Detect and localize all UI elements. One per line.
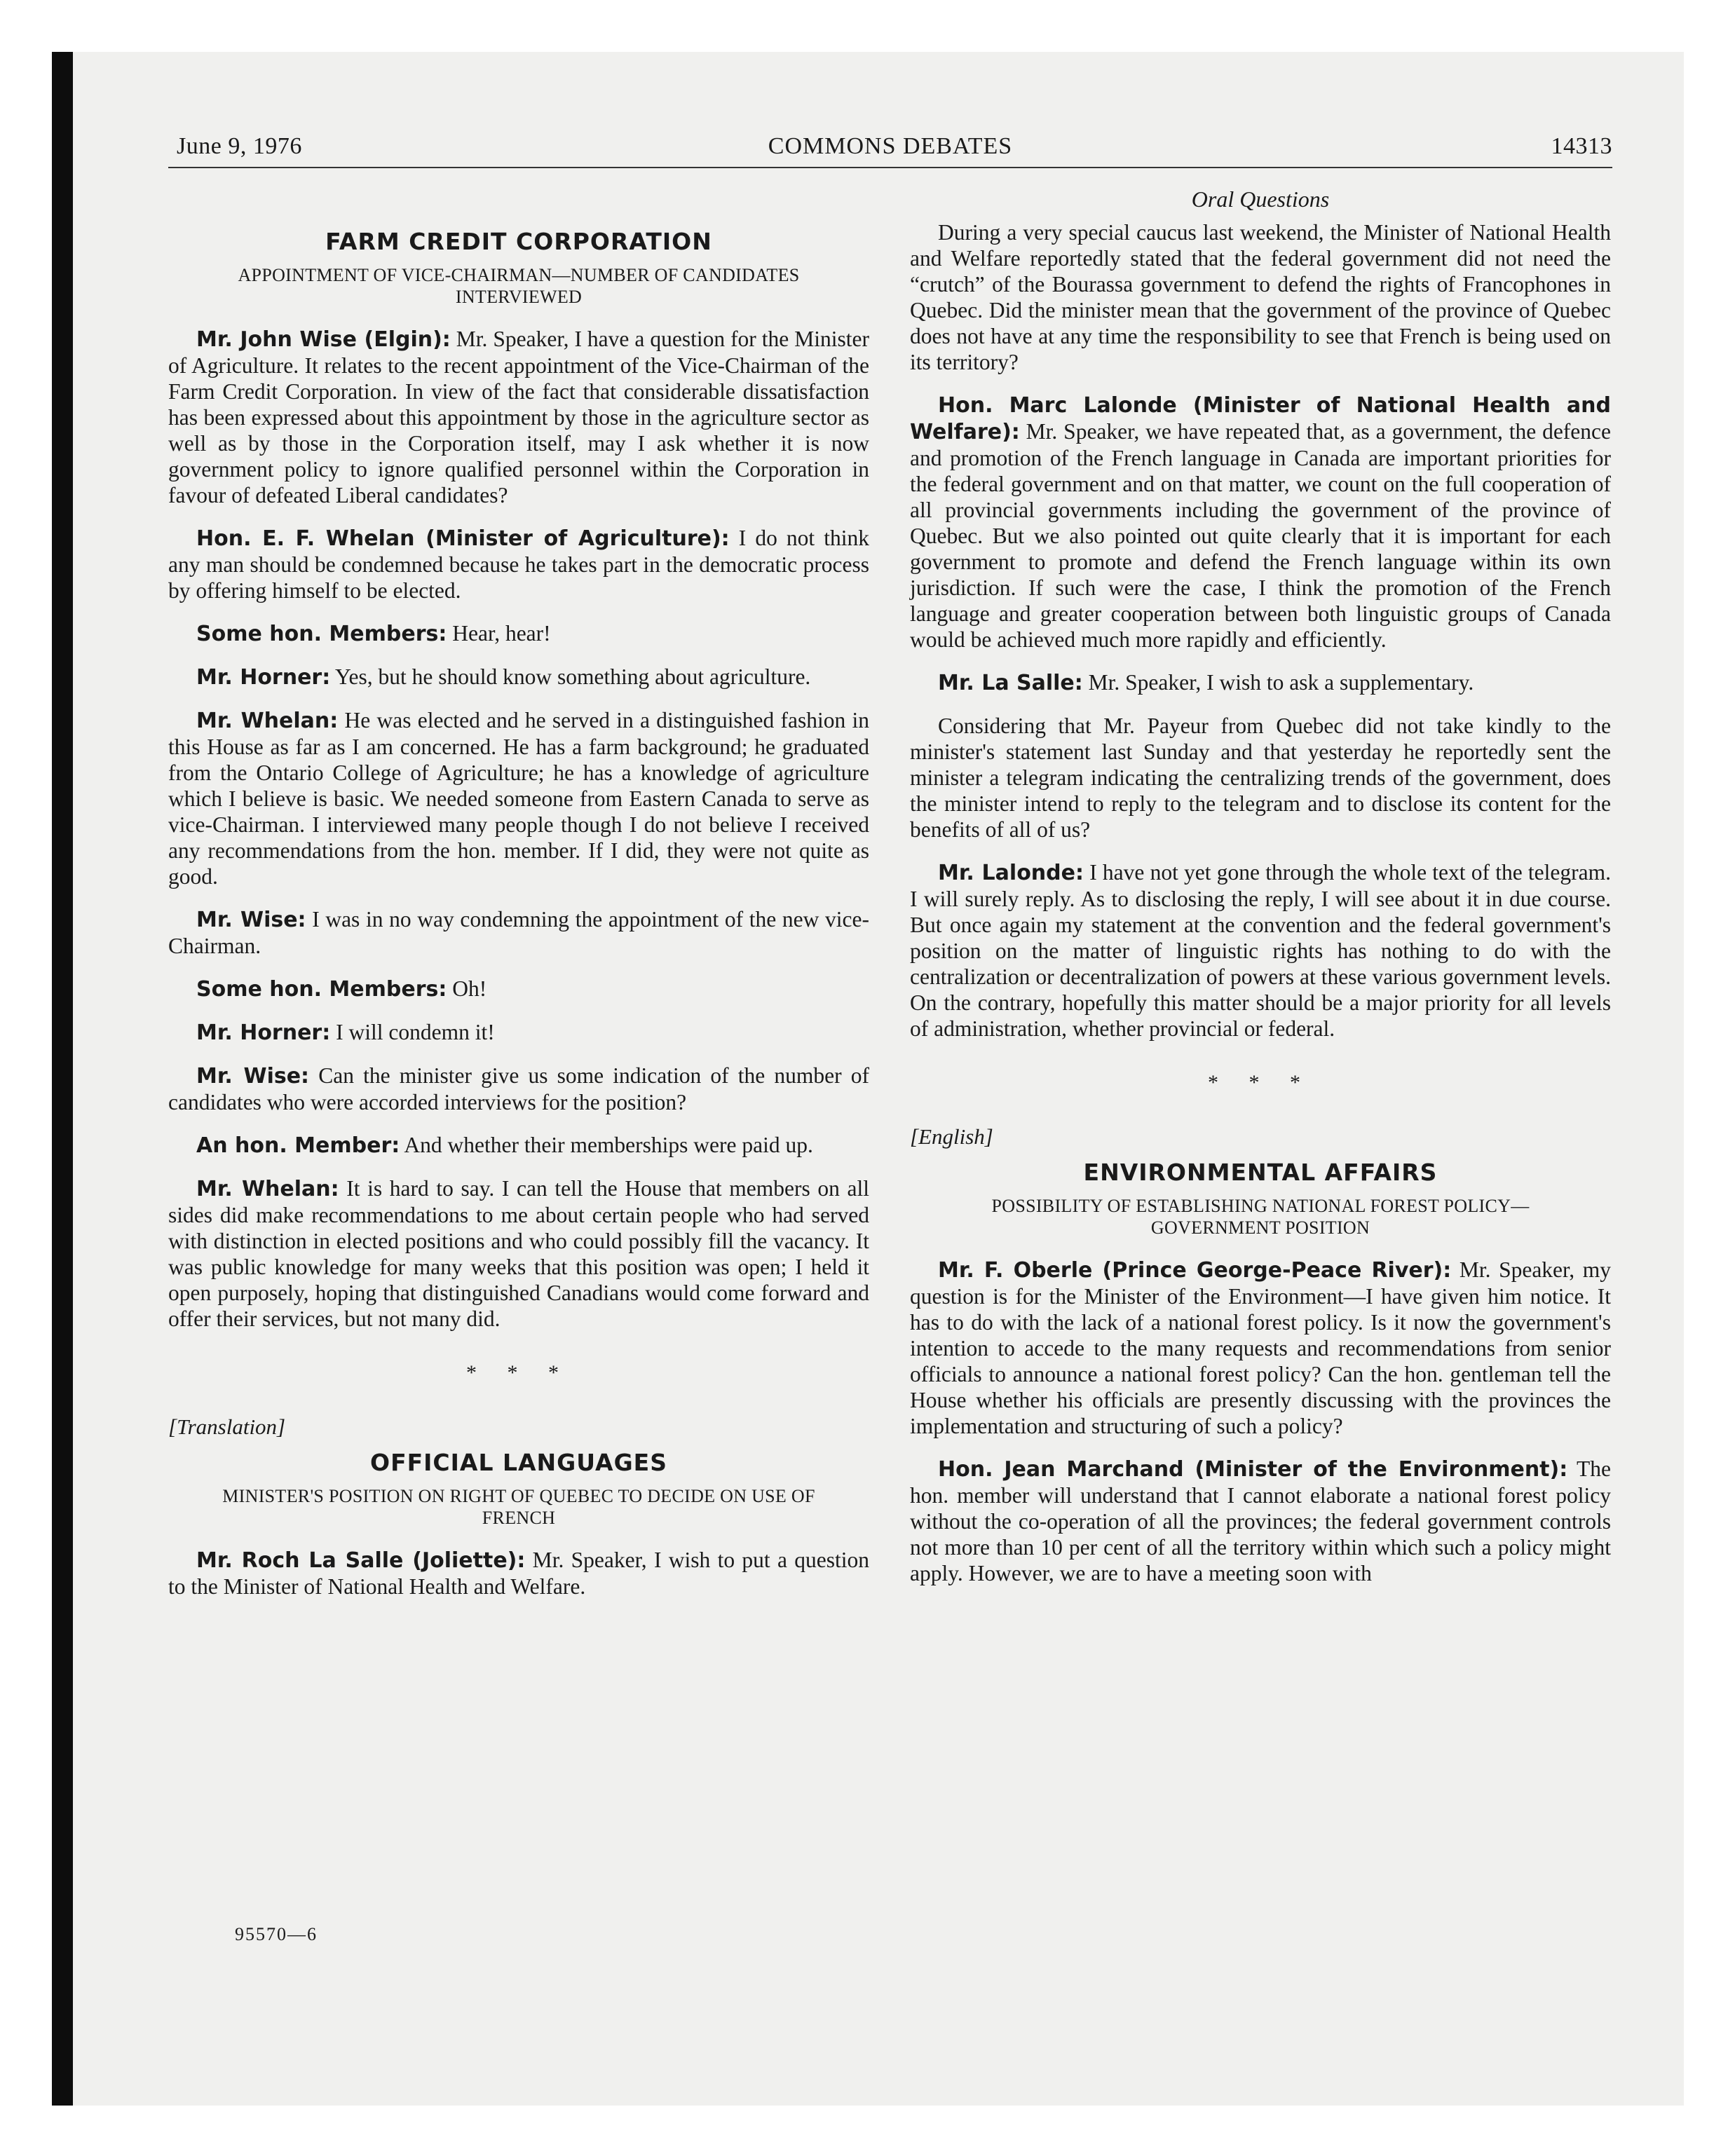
speech: He was elected and he served in a distinguished fashion in this House as far as I am concerned. He has a farm background; he graduated from the Ontario College of Agriculture; he has a knowledge of agriculture which I believe is basic. We needed someone from Eastern Canada to serve as vice-Chairman. I interviewed many people though I do not believe I received any recommendations from the hon. member. If I did, they were not quite as good.: [168, 708, 869, 889]
section-heading-environmental-affairs: ENVIRONMENTAL AFFAIRS: [1083, 1159, 1438, 1186]
speaker: Some hon. Members:: [196, 977, 447, 1002]
speaker: Mr. Whelan:: [196, 709, 339, 733]
section-separator: * * *: [466, 1361, 571, 1384]
subheading-forest-policy: POSSIBILITY OF ESTABLISHING NATIONAL FOREST POLICY—GOVERNMENT POSITION: [991, 1196, 1530, 1238]
paragraph: [910, 392, 1611, 653]
paragraph: [168, 1019, 869, 1046]
speech: Can the minister give us some indication of the number of candidates who were accorded interviews for the position?: [168, 1063, 869, 1114]
speaker: Mr. F. Oberle (Prince George-Peace River):: [938, 1258, 1452, 1283]
speech: I will condemn it!: [330, 1020, 495, 1044]
paragraph: [168, 707, 869, 889]
speech: Hear, hear!: [447, 621, 551, 646]
speech: Mr. Speaker, my question is for the Minister of the Environment—I have given him notice. It has to do with the lack of a national forest policy. Is it now the government's intention to accede to the many requests and recommendations from senior officials to announce a national forest policy? Can the hon. gentleman tell the House whether his officials are presently discussing with the provinces the implementation and structuring of such a policy?: [910, 1257, 1611, 1438]
paragraph: During a very special caucus last weekend, the Minister of National Health and Welfare reportedly stated that the federal government did not need the “crutch” of the Bourassa government to defend the rights of Francophones in Quebec. Did the minister mean that the government of the province of Quebec does not have at any time the responsibility to see that French is being used on its territory?: [910, 220, 1611, 374]
section-heading-official-languages: OFFICIAL LANGUAGES: [370, 1449, 667, 1476]
speaker: An hon. Member:: [196, 1133, 400, 1158]
subheading-quebec-french: MINISTER'S POSITION ON RIGHT OF QUEBEC TO DECIDE ON USE OF FRENCH: [222, 1486, 815, 1528]
page: [168, 126, 1612, 1599]
header-date: June 9, 1976: [177, 133, 302, 159]
page-header: [168, 126, 1612, 168]
speaker: Mr. Wise:: [196, 1064, 310, 1089]
left-column: [168, 219, 869, 1616]
speaker: Mr. Wise:: [196, 908, 306, 932]
speaker: Mr. Horner:: [196, 665, 331, 690]
speech: Mr. Speaker, I wish to put a question to the Minister of National Health and Welfare.: [168, 1548, 869, 1599]
paragraph: [168, 1547, 869, 1599]
paragraph: [168, 976, 869, 1002]
speaker: Mr. Lalonde:: [938, 861, 1084, 885]
paragraph: [910, 1257, 1611, 1439]
speaker: Hon. Marc Lalonde (Minister of National Health and Welfare):: [910, 393, 1611, 444]
footer-print-code: 95570—6: [235, 1924, 318, 1944]
speech: I have not yet gone through the whole text of the telegram. I will surely reply. As to disclosing the reply, I will see about it in due course. But once again my statement at the convention and the federal government's position on the matter of linguistic rights has nothing to do with the centralization or decentralization of powers at these various government levels. On the contrary, hopefully this matter should be a major priority for all levels of administration, whether provincial or federal.: [910, 860, 1611, 1041]
paragraph: [910, 1456, 1611, 1586]
speech: Mr. Speaker, I wish to ask a supplementary.: [1082, 670, 1474, 695]
speech: I do not think any man should be condemned because he takes part in the democratic process by offering himself to be elected.: [168, 526, 869, 603]
paragraph: [168, 620, 869, 647]
paragraph: [168, 1063, 869, 1115]
language-marker: [English]: [910, 1124, 993, 1149]
speaker: Mr. La Salle:: [938, 671, 1083, 695]
paragraph: [168, 326, 869, 508]
running-head: Oral Questions: [1191, 186, 1330, 212]
speech: The hon. member will understand that I cannot elaborate a national forest policy without the co-operation of all the provinces; the federal government controls not more than 10 per cent of all the territory within which such a policy might apply. However, we are to have a meeting soon with: [910, 1456, 1612, 1585]
speech: Yes, but he should know something about agriculture.: [330, 664, 811, 689]
speech: Considering that Mr. Payeur from Quebec did not take kindly to the minister's statement last Sunday and that yesterday he reportedly sent the minister a telegram indicating the centralizing trends of the government, does the minister intend to reply to the telegram and to disclose its content for the benefits of all of us?: [910, 714, 1611, 842]
header-page-number: 14313: [1551, 133, 1612, 159]
paragraph: [168, 1175, 869, 1332]
speech: It is hard to say. I can tell the House that members on all sides did make recommendations to me about certain people who had served with distinction in elected positions and who could possibly fill the vacancy. It was public knowledge for many weeks that this position was open; I held it open purposely, hoping that distinguished Canadians would come forward and offer their services, but not many did.: [168, 1176, 869, 1331]
speech: Mr. Speaker, I have a question for the Minister of Agriculture. It relates to the recent appointment of the Vice-Chairman of the Farm Credit Corporation. In view of the fact that considerable dissatisfaction has been expressed about this appointment by those in the agriculture sector as well as by those in the Corporation itself, may I ask whether it is now government policy to ignore qualified personnel within the Corporation in favour of defeated Liberal candidates?: [168, 327, 869, 507]
paragraph: [168, 1132, 869, 1159]
speaker: Hon. E. F. Whelan (Minister of Agriculture):: [196, 526, 730, 551]
scan-edge-bar: [52, 52, 73, 2106]
speech: Oh!: [447, 976, 487, 1001]
paragraph: [910, 669, 1611, 696]
paragraph: [910, 713, 1611, 842]
subheading-appointment: APPOINTMENT OF VICE-CHAIRMAN—NUMBER OF CANDIDATES INTERVIEWED: [238, 265, 800, 307]
section-heading-farm-credit: FARM CREDIT CORPORATION: [325, 228, 712, 255]
speaker: Mr. Roch La Salle (Joliette):: [196, 1548, 526, 1573]
language-marker: [Translation]: [168, 1414, 286, 1439]
paragraph: [168, 906, 869, 959]
paragraph: [168, 525, 869, 603]
header-title: COMMONS DEBATES: [768, 133, 1013, 159]
paragraph: [168, 664, 869, 690]
speech: Mr. Speaker, we have repeated that, as a government, the defence and promotion of the French language in Canada are important priorities for the federal government and on that matter, we count on the full cooperation of all provincial governments including the government of the province of Quebec. But we also pointed out quite clearly that it is important for each government to promote and defend the French language within its own jurisdiction. If such were the case, I think the promotion of the French language and greater cooperation between both linguistic groups of Canada would be achieved much more rapidly and efficiently.: [910, 419, 1611, 652]
right-column: [910, 186, 1611, 1603]
speaker: Some hon. Members:: [196, 622, 447, 646]
paragraph: [910, 859, 1611, 1042]
speaker: Hon. Jean Marchand (Minister of the Environment):: [938, 1457, 1568, 1482]
section-separator: * * *: [1208, 1071, 1313, 1094]
speaker: Mr. Horner:: [196, 1021, 331, 1045]
speaker: Mr. John Wise (Elgin):: [196, 327, 451, 352]
speaker: Mr. Whelan:: [196, 1177, 339, 1201]
speech: And whether their memberships were paid up.: [400, 1133, 813, 1157]
speech: I was in no way condemning the appointment of the new vice-Chairman.: [168, 907, 869, 958]
